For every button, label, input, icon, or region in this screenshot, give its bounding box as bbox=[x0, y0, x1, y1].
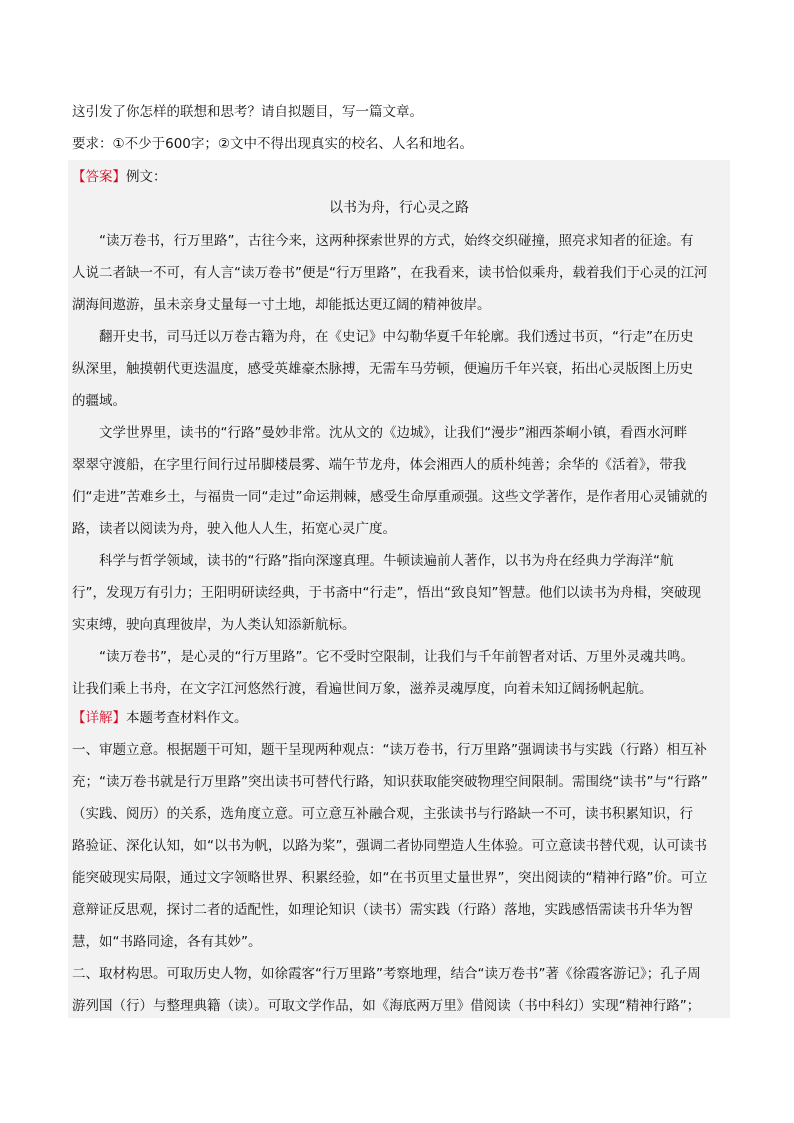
analysis-body bbox=[72, 734, 708, 1022]
answer-label: 【答案】 bbox=[72, 169, 126, 185]
essay-line: 人说二者缺一不可，有人言“读万卷书”便是“行万里路”，在我看来，读书恰似乘舟，载着我们于心灵的江河 bbox=[72, 265, 708, 281]
prompt-line-1: 这引发了你怎样的联想和思考？请自拟题目，写一篇文章。 bbox=[72, 104, 423, 120]
essay-line: 让我们乘上书舟，在文字江河悠然行渡，看遍世间万象，滋养灵魂厚度，向着未知辽阔扬帆起航。 bbox=[72, 681, 653, 697]
essay-line: “读万卷书”，是心灵的“行万里路”。它不受时空限制，让我们与千年前智者对话、万里外灵魂共鸣。 bbox=[72, 649, 694, 665]
analysis-line: 意辩证反思观，探讨二者的适配性，如理论知识（读书）需实践（行路）落地，实践感悟需读书升华为智 bbox=[72, 902, 693, 918]
prompt-line-2: 要求：①不少于600字；②文中不得出现真实的校名、人名和地名。 bbox=[72, 136, 473, 152]
analysis-line: 充；“读万卷书就是行万里路”突出读书可替代行路，知识获取能突破物理空间限制。需围绕“读书”与“行路” bbox=[72, 774, 708, 790]
analysis-line: 能突破现实局限，通过文字领略世界、积累经验，如“在书页里丈量世界”，突出阅读的“精神行路”价。可立 bbox=[72, 870, 708, 886]
essay-line: 翻开史书，司马迁以万卷古籍为舟，在《史记》中勾勒华夏千年轮廓。我们透过书页，“行走”在历史 bbox=[72, 329, 694, 345]
analysis-line: 游列国（行）与整理典籍（读）。可取文学作品，如《海底两万里》借阅读（书中科幻）实现“精神行路”； bbox=[72, 998, 701, 1014]
essay-line: 们“走进”苦难乡土，与福贵一同“走过”命运荆棘，感受生命厚重顽强。这些文学著作，是作者用心灵铺就的 bbox=[72, 489, 708, 505]
analysis-line: 二、取材构思。可取历史人物，如徐霞客“行万里路”考察地理，结合“读万卷书”著《徐霞客游记》；孔子周 bbox=[72, 966, 701, 982]
essay-line: 实束缚，驶向真理彼岸，为人类认知添新航标。 bbox=[72, 617, 356, 633]
essay-line: 文学世界里，读书的“行路”曼妙非常。沈从文的《边城》，让我们“漫步”湘西茶峒小镇，看酉水河畔 bbox=[72, 425, 688, 441]
essay-line: “读万卷书，行万里路”，古往今来，这两种探索世界的方式，始终交织碰撞，照亮求知者的征途。有 bbox=[72, 233, 694, 249]
essay-line: 的疆域。 bbox=[72, 393, 126, 409]
essay-line: 翠翠守渡船，在字里行间行过吊脚楼晨雾、端午节龙舟，体会湘西人的质朴纯善；余华的《活着》，带我 bbox=[72, 457, 687, 473]
essay-title: 以书为舟，行心灵之路 bbox=[329, 200, 469, 216]
analysis-label: 【详解】 bbox=[72, 710, 126, 726]
analysis-line: 路验证、深化认知，如“以书为帆，以路为桨”，强调二者协同塑造人生体验。可立意读书替代观，认可读书 bbox=[72, 838, 707, 854]
essay-line: 科学与哲学领域，读书的“行路”指向深邃真理。牛顿读遍前人著作，以书为舟在经典力学海洋“航 bbox=[72, 553, 674, 569]
essay-line: 纵深里，触摸朝代更迭温度，感受英雄豪杰脉搏，无需车马劳顿，便遍历千年兴衰，拓出心灵版图上历史 bbox=[72, 361, 693, 377]
analysis-intro: 本题考查材料作文。 bbox=[126, 710, 248, 726]
analysis-line: 一、审题立意。根据题干可知，题干呈现两种观点：“读万卷书，行万里路”强调读书与实践（行路）相互补 bbox=[72, 742, 707, 758]
analysis-line: （实践、阅历）的关系，选角度立意。可立意互补融合观，主张读书与行路缺一不可，读书积累知识，行 bbox=[72, 806, 693, 822]
essay-line: 路，读者以阅读为舟，驶入他人人生，拓宽心灵广度。 bbox=[72, 521, 396, 537]
essay-body bbox=[72, 225, 707, 705]
analysis-line: 慧，如“书路同途，各有其妙”。 bbox=[72, 934, 262, 950]
analysis-header bbox=[72, 702, 248, 734]
essay-line: 湖海间遨游，虽未亲身丈量每一寸土地，却能抵达更辽阔的精神彼岸。 bbox=[72, 297, 491, 313]
essay-line: 行”，发现万有引力；王阳明研读经典，于书斋中“行走”，悟出“致良知”智慧。他们以读书为舟楫，突破现 bbox=[72, 585, 701, 601]
answer-intro: 例文： bbox=[126, 169, 167, 185]
answer-header bbox=[72, 161, 167, 193]
